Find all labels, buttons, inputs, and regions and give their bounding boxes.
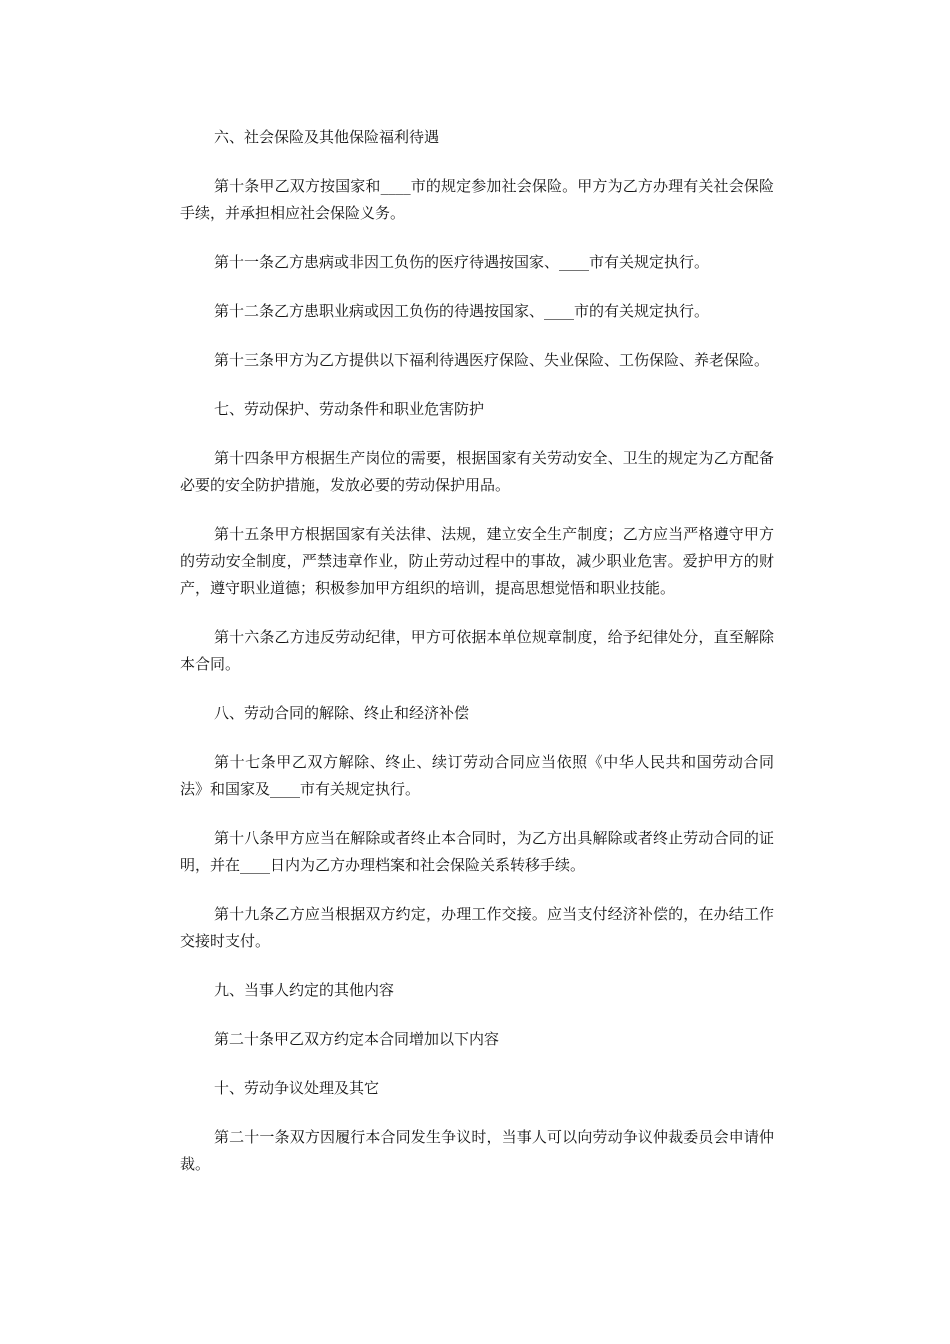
section-heading-disputes: 十、劳动争议处理及其它 <box>214 1079 380 1097</box>
article-19: 第十九条乙方应当根据双方约定，办理工作交接。应当支付经济补偿的，在办结工作交接时支付。 <box>180 905 774 950</box>
document-body <box>180 124 774 1200</box>
section-heading-labor-protection: 七、劳动保护、劳动条件和职业危害防护 <box>214 400 485 418</box>
article-15: 第十五条甲方根据国家有关法律、法规，建立安全生产制度；乙方应当严格遵守甲方的劳动安全制度，严禁违章作业，防止劳动过程中的事故，减少职业危害。爱护甲方的财产，遵守职业道德；积极参加甲方组织的培训，提高思想觉悟和职业技能。 <box>180 525 774 597</box>
article-21: 第二十一条双方因履行本合同发生争议时，当事人可以向劳动争议仲裁委员会申请仲裁。 <box>180 1128 774 1173</box>
article-10: 第十条甲乙双方按国家和____市的规定参加社会保险。甲方为乙方办理有关社会保险手续，并承担相应社会保险义务。 <box>180 177 774 222</box>
article-20: 第二十条甲乙双方约定本合同增加以下内容 <box>214 1030 500 1048</box>
section-heading-termination: 八、劳动合同的解除、终止和经济补偿 <box>214 704 470 722</box>
article-18: 第十八条甲方应当在解除或者终止本合同时，为乙方出具解除或者终止劳动合同的证明，并在____日内为乙方办理档案和社会保险关系转移手续。 <box>180 829 774 874</box>
article-14: 第十四条甲方根据生产岗位的需要，根据国家有关劳动安全、卫生的规定为乙方配备必要的安全防护措施，发放必要的劳动保护用品。 <box>180 449 774 494</box>
article-13: 第十三条甲方为乙方提供以下福利待遇医疗保险、失业保险、工伤保险、养老保险。 <box>214 351 770 369</box>
article-12: 第十二条乙方患职业病或因工负伤的待遇按国家、____市的有关规定执行。 <box>214 302 710 320</box>
article-17: 第十七条甲乙双方解除、终止、续订劳动合同应当依照《中华人民共和国劳动合同法》和国家及____市有关规定执行。 <box>180 753 774 798</box>
section-heading-other-terms: 九、当事人约定的其他内容 <box>214 981 395 999</box>
article-16: 第十六条乙方违反劳动纪律，甲方可依据本单位规章制度，给予纪律处分，直至解除本合同。 <box>180 628 774 673</box>
article-11: 第十一条乙方患病或非因工负伤的医疗待遇按国家、____市有关规定执行。 <box>214 253 710 271</box>
section-heading-social-insurance: 六、社会保险及其他保险福利待遇 <box>214 128 440 146</box>
